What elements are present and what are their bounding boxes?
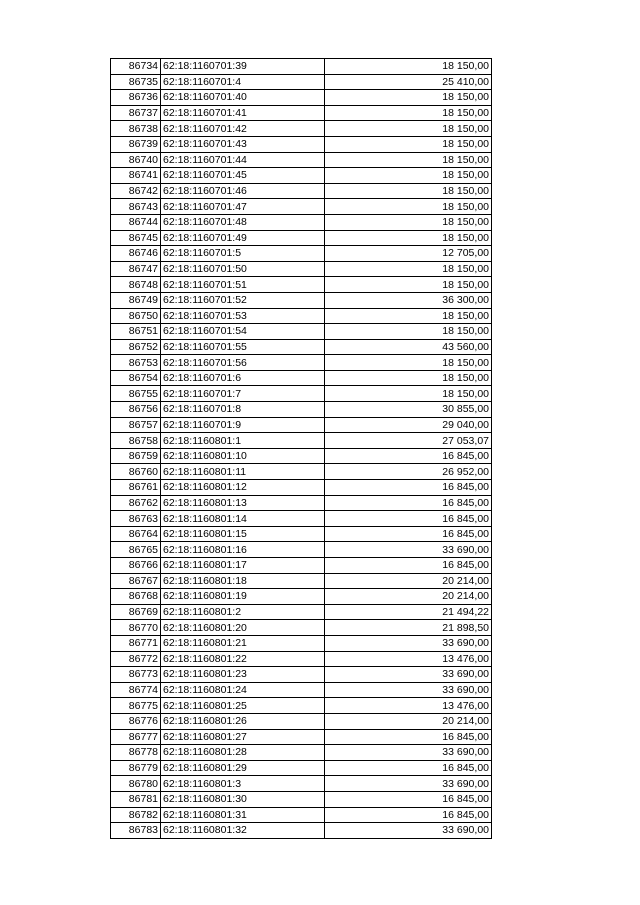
table-row: [111, 760, 492, 776]
table-row: [111, 199, 492, 215]
amount-cell: 18 150,00: [325, 59, 492, 75]
table-row: [111, 464, 492, 480]
table-row: [111, 292, 492, 308]
id-cell: 86754: [111, 370, 161, 386]
table-row: [111, 791, 492, 807]
code-cell: 62:18:1160801:15: [161, 526, 325, 542]
table-row: [111, 339, 492, 355]
id-cell: 86762: [111, 495, 161, 511]
table-row: [111, 511, 492, 527]
code-cell: 62:18:1160701:42: [161, 121, 325, 137]
code-cell: 62:18:1160801:28: [161, 745, 325, 761]
code-cell: 62:18:1160801:30: [161, 791, 325, 807]
table-row: [111, 635, 492, 651]
table-row: [111, 776, 492, 792]
code-cell: 62:18:1160701:39: [161, 59, 325, 75]
id-cell: 86740: [111, 152, 161, 168]
code-cell: 62:18:1160801:13: [161, 495, 325, 511]
table-row: [111, 480, 492, 496]
id-cell: 86765: [111, 542, 161, 558]
amount-cell: 33 690,00: [325, 667, 492, 683]
table-row: [111, 433, 492, 449]
table-row: [111, 121, 492, 137]
id-cell: 86737: [111, 105, 161, 121]
amount-cell: 30 855,00: [325, 402, 492, 418]
amount-cell: 33 690,00: [325, 635, 492, 651]
code-cell: 62:18:1160801:25: [161, 698, 325, 714]
amount-cell: 18 150,00: [325, 355, 492, 371]
code-cell: 62:18:1160801:3: [161, 776, 325, 792]
id-cell: 86766: [111, 558, 161, 574]
code-cell: 62:18:1160801:32: [161, 823, 325, 839]
code-cell: 62:18:1160701:40: [161, 90, 325, 106]
table-row: [111, 604, 492, 620]
table-row: [111, 308, 492, 324]
amount-cell: 33 690,00: [325, 823, 492, 839]
id-cell: 86735: [111, 74, 161, 90]
code-cell: 62:18:1160701:7: [161, 386, 325, 402]
table-row: [111, 261, 492, 277]
amount-cell: 33 690,00: [325, 682, 492, 698]
code-cell: 62:18:1160801:16: [161, 542, 325, 558]
table-row: [111, 74, 492, 90]
code-cell: 62:18:1160701:47: [161, 199, 325, 215]
code-cell: 62:18:1160801:17: [161, 558, 325, 574]
amount-cell: 18 150,00: [325, 386, 492, 402]
id-cell: 86744: [111, 214, 161, 230]
code-cell: 62:18:1160701:9: [161, 417, 325, 433]
amount-cell: 12 705,00: [325, 246, 492, 262]
id-cell: 86767: [111, 573, 161, 589]
code-cell: 62:18:1160801:10: [161, 448, 325, 464]
id-cell: 86778: [111, 745, 161, 761]
data-table: [110, 58, 492, 839]
id-cell: 86775: [111, 698, 161, 714]
amount-cell: 16 845,00: [325, 791, 492, 807]
id-cell: 86747: [111, 261, 161, 277]
amount-cell: 16 845,00: [325, 448, 492, 464]
table-row: [111, 495, 492, 511]
id-cell: 86743: [111, 199, 161, 215]
id-cell: 86774: [111, 682, 161, 698]
table-row: [111, 277, 492, 293]
code-cell: 62:18:1160801:1: [161, 433, 325, 449]
table-row: [111, 573, 492, 589]
id-cell: 86761: [111, 480, 161, 496]
id-cell: 86779: [111, 760, 161, 776]
table-row: [111, 402, 492, 418]
amount-cell: 18 150,00: [325, 199, 492, 215]
table-row: [111, 59, 492, 75]
id-cell: 86758: [111, 433, 161, 449]
amount-cell: 16 845,00: [325, 760, 492, 776]
id-cell: 86781: [111, 791, 161, 807]
code-cell: 62:18:1160701:8: [161, 402, 325, 418]
id-cell: 86742: [111, 183, 161, 199]
amount-cell: 18 150,00: [325, 152, 492, 168]
amount-cell: 16 845,00: [325, 526, 492, 542]
id-cell: 86780: [111, 776, 161, 792]
amount-cell: 33 690,00: [325, 776, 492, 792]
table-row: [111, 183, 492, 199]
table-row: [111, 355, 492, 371]
amount-cell: 16 845,00: [325, 511, 492, 527]
table-row: [111, 448, 492, 464]
code-cell: 62:18:1160701:46: [161, 183, 325, 199]
amount-cell: 16 845,00: [325, 807, 492, 823]
id-cell: 86751: [111, 324, 161, 340]
amount-cell: 18 150,00: [325, 308, 492, 324]
table-row: [111, 651, 492, 667]
code-cell: 62:18:1160801:14: [161, 511, 325, 527]
code-cell: 62:18:1160801:31: [161, 807, 325, 823]
amount-cell: 20 214,00: [325, 713, 492, 729]
id-cell: 86777: [111, 729, 161, 745]
code-cell: 62:18:1160701:50: [161, 261, 325, 277]
code-cell: 62:18:1160701:49: [161, 230, 325, 246]
code-cell: 62:18:1160701:43: [161, 136, 325, 152]
amount-cell: 18 150,00: [325, 168, 492, 184]
id-cell: 86746: [111, 246, 161, 262]
table-row: [111, 90, 492, 106]
code-cell: 62:18:1160801:26: [161, 713, 325, 729]
amount-cell: 26 952,00: [325, 464, 492, 480]
amount-cell: 18 150,00: [325, 121, 492, 137]
id-cell: 86752: [111, 339, 161, 355]
id-cell: 86764: [111, 526, 161, 542]
table-row: [111, 324, 492, 340]
id-cell: 86738: [111, 121, 161, 137]
table-row: [111, 152, 492, 168]
code-cell: 62:18:1160701:54: [161, 324, 325, 340]
id-cell: 86770: [111, 620, 161, 636]
amount-cell: 18 150,00: [325, 90, 492, 106]
code-cell: 62:18:1160701:6: [161, 370, 325, 386]
id-cell: 86776: [111, 713, 161, 729]
table-row: [111, 713, 492, 729]
amount-cell: 20 214,00: [325, 573, 492, 589]
amount-cell: 18 150,00: [325, 277, 492, 293]
id-cell: 86734: [111, 59, 161, 75]
code-cell: 62:18:1160801:2: [161, 604, 325, 620]
id-cell: 86750: [111, 308, 161, 324]
amount-cell: 18 150,00: [325, 230, 492, 246]
table-row: [111, 168, 492, 184]
code-cell: 62:18:1160701:53: [161, 308, 325, 324]
amount-cell: 16 845,00: [325, 558, 492, 574]
id-cell: 86748: [111, 277, 161, 293]
table-row: [111, 417, 492, 433]
table-row: [111, 542, 492, 558]
table-row: [111, 558, 492, 574]
amount-cell: 36 300,00: [325, 292, 492, 308]
amount-cell: 16 845,00: [325, 495, 492, 511]
amount-cell: 18 150,00: [325, 183, 492, 199]
code-cell: 62:18:1160701:56: [161, 355, 325, 371]
amount-cell: 16 845,00: [325, 480, 492, 496]
table-row: [111, 370, 492, 386]
id-cell: 86741: [111, 168, 161, 184]
table-row: [111, 589, 492, 605]
table-row: [111, 105, 492, 121]
id-cell: 86736: [111, 90, 161, 106]
table-row: [111, 526, 492, 542]
code-cell: 62:18:1160701:48: [161, 214, 325, 230]
table-row: [111, 386, 492, 402]
table-body: [111, 59, 492, 839]
id-cell: 86757: [111, 417, 161, 433]
amount-cell: 25 410,00: [325, 74, 492, 90]
code-cell: 62:18:1160801:12: [161, 480, 325, 496]
id-cell: 86783: [111, 823, 161, 839]
amount-cell: 33 690,00: [325, 542, 492, 558]
table-row: [111, 246, 492, 262]
table-row: [111, 698, 492, 714]
amount-cell: 29 040,00: [325, 417, 492, 433]
amount-cell: 18 150,00: [325, 261, 492, 277]
code-cell: 62:18:1160701:52: [161, 292, 325, 308]
id-cell: 86768: [111, 589, 161, 605]
id-cell: 86773: [111, 667, 161, 683]
code-cell: 62:18:1160701:51: [161, 277, 325, 293]
amount-cell: 18 150,00: [325, 214, 492, 230]
amount-cell: 18 150,00: [325, 136, 492, 152]
amount-cell: 33 690,00: [325, 745, 492, 761]
code-cell: 62:18:1160801:24: [161, 682, 325, 698]
amount-cell: 18 150,00: [325, 324, 492, 340]
amount-cell: 21 898,50: [325, 620, 492, 636]
code-cell: 62:18:1160701:5: [161, 246, 325, 262]
code-cell: 62:18:1160801:20: [161, 620, 325, 636]
id-cell: 86771: [111, 635, 161, 651]
amount-cell: 43 560,00: [325, 339, 492, 355]
table-row: [111, 745, 492, 761]
code-cell: 62:18:1160801:21: [161, 635, 325, 651]
table-row: [111, 214, 492, 230]
id-cell: 86756: [111, 402, 161, 418]
table-row: [111, 823, 492, 839]
code-cell: 62:18:1160801:18: [161, 573, 325, 589]
id-cell: 86782: [111, 807, 161, 823]
table-row: [111, 729, 492, 745]
id-cell: 86745: [111, 230, 161, 246]
code-cell: 62:18:1160801:22: [161, 651, 325, 667]
id-cell: 86755: [111, 386, 161, 402]
code-cell: 62:18:1160701:44: [161, 152, 325, 168]
code-cell: 62:18:1160701:55: [161, 339, 325, 355]
amount-cell: 18 150,00: [325, 370, 492, 386]
amount-cell: 27 053,07: [325, 433, 492, 449]
id-cell: 86772: [111, 651, 161, 667]
code-cell: 62:18:1160801:19: [161, 589, 325, 605]
amount-cell: 13 476,00: [325, 698, 492, 714]
id-cell: 86769: [111, 604, 161, 620]
amount-cell: 21 494,22: [325, 604, 492, 620]
table-row: [111, 620, 492, 636]
id-cell: 86763: [111, 511, 161, 527]
id-cell: 86749: [111, 292, 161, 308]
amount-cell: 16 845,00: [325, 729, 492, 745]
code-cell: 62:18:1160801:29: [161, 760, 325, 776]
id-cell: 86753: [111, 355, 161, 371]
amount-cell: 13 476,00: [325, 651, 492, 667]
code-cell: 62:18:1160801:11: [161, 464, 325, 480]
code-cell: 62:18:1160701:41: [161, 105, 325, 121]
table-row: [111, 682, 492, 698]
table-row: [111, 230, 492, 246]
table-row: [111, 807, 492, 823]
code-cell: 62:18:1160701:4: [161, 74, 325, 90]
code-cell: 62:18:1160701:45: [161, 168, 325, 184]
amount-cell: 20 214,00: [325, 589, 492, 605]
code-cell: 62:18:1160801:23: [161, 667, 325, 683]
id-cell: 86739: [111, 136, 161, 152]
table-row: [111, 667, 492, 683]
amount-cell: 18 150,00: [325, 105, 492, 121]
id-cell: 86760: [111, 464, 161, 480]
code-cell: 62:18:1160801:27: [161, 729, 325, 745]
id-cell: 86759: [111, 448, 161, 464]
table-row: [111, 136, 492, 152]
